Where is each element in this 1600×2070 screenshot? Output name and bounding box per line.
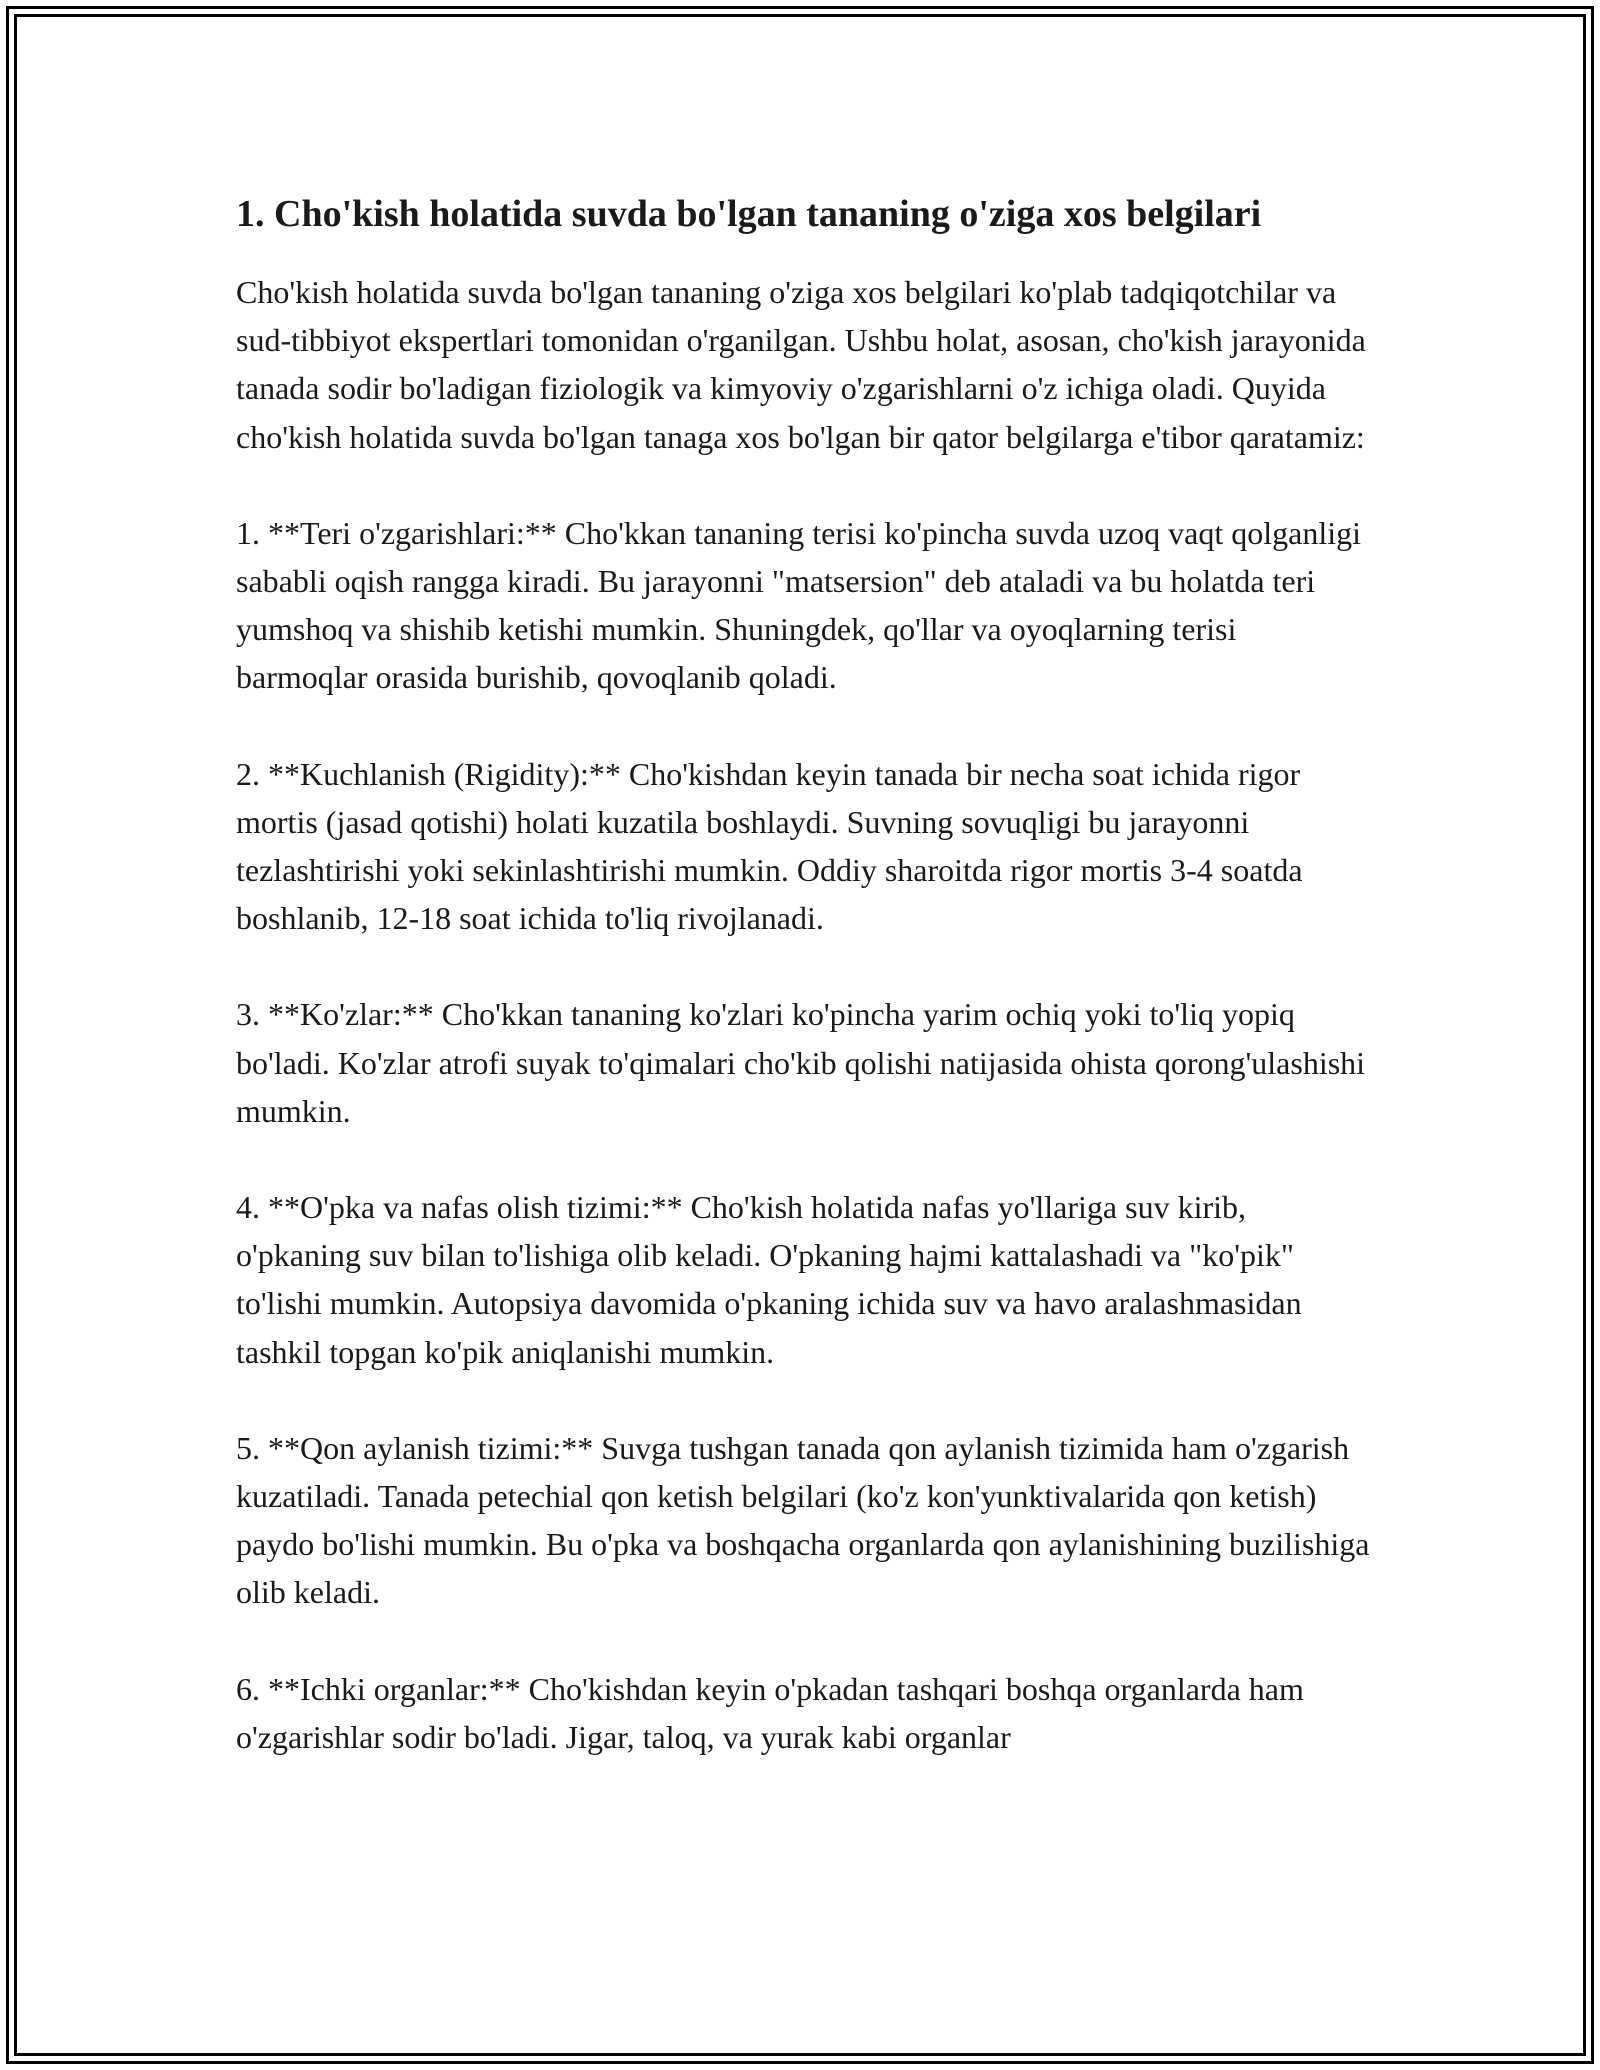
list-item: 6. **Ichki organlar:** Cho'kishdan keyin o'pkadan tashqari boshqa organlarda ham o'zgarishlar sodir bo'ladi. Jigar, taloq, va yurak kabi organlar (236, 1670, 1304, 1755)
document-body (236, 190, 1371, 1761)
list-item: 3. **Ko'zlar:** Cho'kkan tananing ko'zlari ko'pincha yarim ochiq yoki to'liq yopiq bo'ladi. Ko'zlar atrofi suyak to'qimalari cho'kib qolishi natijasida ohista qorong'ulashishi mumkin. (236, 996, 1366, 1129)
list-item: 2. **Kuchlanish (Rigidity):** Cho'kishdan keyin tanada bir necha soat ichida rigor mortis (jasad qotishi) holati kuzatila boshlaydi. Suvning sovuqligi bu jarayonni tezlashtirishi yoki sekinlashtirishi mumkin. Oddiy sharoitda rigor mortis 3-4 soatda boshlanib, 12-18 soat ichida to'liq rivojlanadi. (236, 755, 1303, 937)
section-heading: 1. Cho'kish holatida suvda bo'lgan tananing o'ziga xos belgilari (236, 193, 1262, 235)
intro-paragraph: Cho'kish holatida suvda bo'lgan tananing o'ziga xos belgilari ko'plab tadqiqotchilar va sud-tibbiyot ekspertlari tomonidan o'rganilgan. Ushbu holat, asosan, cho'kish jarayonida tanada sodir bo'ladigan fiziologik va kimyoviy o'zgarishlarni o'z ichiga oladi. Quyida cho'kish holatida suvda bo'lgan tanaga xos bo'lgan bir qator belgilarga e'tibor qaratamiz: (236, 274, 1366, 455)
list-item: 1. **Teri o'zgarishlari:** Cho'kkan tananing terisi ko'pincha suvda uzoq vaqt qolganligi sababli oqish rangga kiradi. Bu jarayonni "matsersion" deb ataladi va bu holatda teri yumshoq va shishib ketishi mumkin. Shuningdek, qo'llar va oyoqlarning terisi barmoqlar orasida burishib, qovoqlanib qoladi. (236, 514, 1362, 696)
list-item: 5. **Qon aylanish tizimi:** Suvga tushgan tanada qon aylanish tizimida ham o'zgarish kuzatiladi. Tanada petechial qon ketish belgilari (ko'z kon'yunktivalarida qon ketish) paydo bo'lishi mumkin. Bu o'pka va boshqacha organlarda qon aylanishining buzilishiga olib keladi. (236, 1429, 1370, 1611)
list-item: 4. **O'pka va nafas olish tizimi:** Cho'kish holatida nafas yo'llariga suv kirib, o'pkaning suv bilan to'lishiga olib keladi. O'pkaning hajmi kattalashadi va "ko'pik" to'lishi mumkin. Autopsiya davomida o'pkaning ichida suv va havo aralashmasidan tashkil topgan ko'pik aniqlanishi mumkin. (236, 1189, 1302, 1370)
